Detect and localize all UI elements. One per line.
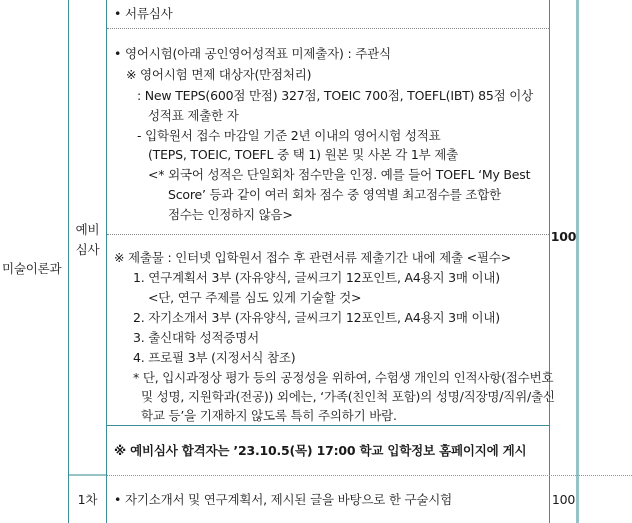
score-preliminary: 100 <box>550 229 577 244</box>
english-validity-1: - 입학원서 접수 마감일 기준 2년 이내의 영어시험 성적표 <box>137 128 441 143</box>
column-border-content-right <box>549 0 550 523</box>
score-first-round: 100 <box>551 492 576 507</box>
submission-caution-3: 학교 등’을 기재하지 않도록 특히 주의하기 바람. <box>141 408 397 423</box>
column-border-content-left <box>106 0 107 523</box>
announcement-text: ※ 예비심사 합격자는 ’23.10.5(목) 17:00 학교 입학정보 홈페이지에 게시 <box>114 443 527 458</box>
divider-document-review <box>107 28 549 29</box>
english-exam-title: • 영어시험(아래 공인영어성적표 미제출자) : 주관식 <box>114 46 391 61</box>
department-name: 미술이론과 <box>2 261 62 276</box>
submission-heading: ※ 제출물 : 인터넷 입학원서 접수 후 관련서류 제출기간 내에 제출 <필수> <box>114 250 511 265</box>
submission-item-4: 4. 프로필 3부 (지정서식 참조) <box>133 350 296 365</box>
submission-caution-1: * 단, 입시과정상 평가 등의 공정성을 위하여, 수험생 개인의 인적사항(접수번호 <box>133 370 554 385</box>
stage-first-round: 1차 <box>77 492 98 507</box>
stage-preliminary-line2: 심사 <box>75 242 100 257</box>
row-divider-first-round <box>107 475 632 476</box>
submission-caution-2: 및 성명, 지원학과(전공)) 외에는, ‘가족(친인척 포함)의 성명/직장명/직위/출신 <box>141 389 555 404</box>
submission-item-2: 2. 자기소개서 3부 (자유양식, 글씨크기 12포인트, A4용지 3매 이내) <box>133 310 500 325</box>
english-note-3: 점수는 인정하지 않음> <box>168 207 293 222</box>
submission-item-1: 1. 연구계획서 3부 (자유양식, 글씨크기 12포인트, A4용지 3매 이내) <box>133 270 500 285</box>
document-review-heading: • 서류심사 <box>114 6 173 21</box>
english-note-1: <* 외국어 성적은 단일회차 점수만을 인정. 예를 들어 TOEFL ‘My Best <box>148 167 531 182</box>
divider-english-submission <box>107 234 549 235</box>
column-border-stage-left <box>68 0 69 523</box>
divider-announcement <box>107 425 549 426</box>
submission-item-1-note: <단, 연구 주제를 심도 있게 기술할 것> <box>148 290 362 305</box>
english-exempt-criteria-1: : New TEPS(600점 만점) 327점, TOEIC 700점, TOEFL(IBT) 85점 이상 <box>137 88 533 103</box>
english-exempt-criteria-2: 성적표 제출한 자 <box>148 108 239 123</box>
row-divider-stage <box>69 474 106 476</box>
submission-item-3: 3. 출신대학 성적증명서 <box>133 330 259 345</box>
english-note-2: Score’ 등과 같이 여러 회차 점수 중 영역별 최고점수를 조합한 <box>168 187 501 202</box>
column-border-score-right <box>576 0 579 523</box>
stage-preliminary-line1: 예비 <box>75 222 100 237</box>
english-exempt-heading: ※ 영어시험 면제 대상자(만점처리) <box>126 67 312 82</box>
english-validity-2: (TEPS, TOEIC, TOEFL 중 택 1) 원본 및 사본 각 1부 제출 <box>148 147 459 162</box>
oral-exam-text: • 자기소개서 및 연구계획서, 제시된 글을 바탕으로 한 구술시험 <box>114 492 453 507</box>
